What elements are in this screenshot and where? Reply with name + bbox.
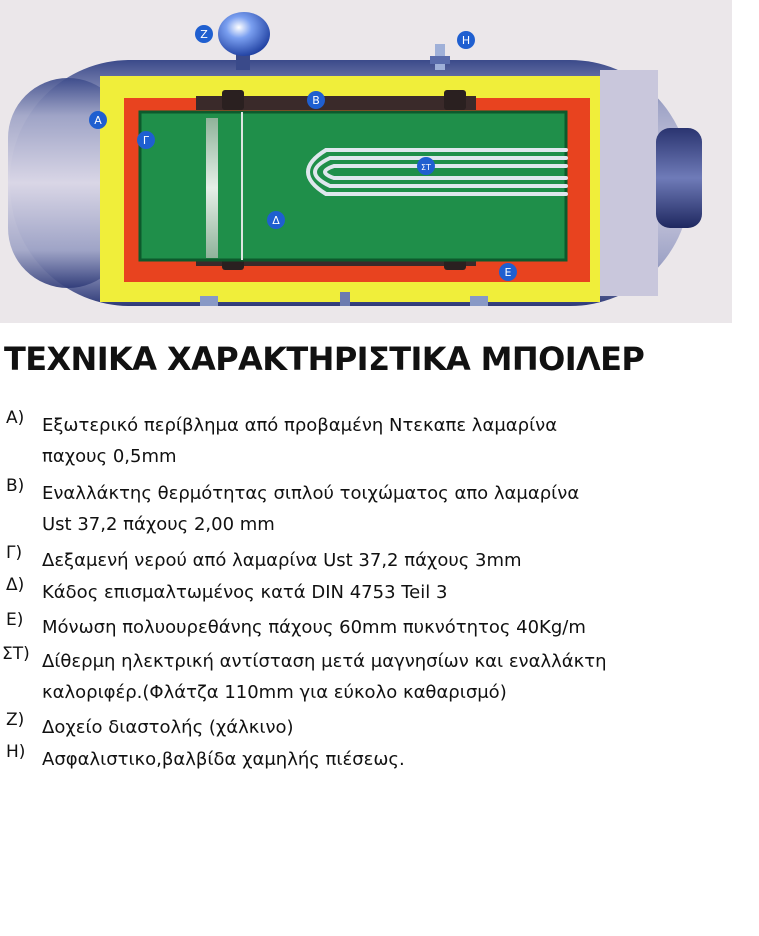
boiler-diagram bbox=[0, 0, 732, 323]
marker-h-label: Η bbox=[461, 34, 471, 47]
spec-text: Ασφαλιστικο,βαλβίδα χαμηλής πιέσεως. bbox=[42, 749, 405, 770]
boiler-cutaway-illustration bbox=[0, 0, 732, 323]
flange-pipe bbox=[206, 118, 218, 258]
spec-letter: Η) bbox=[6, 742, 26, 762]
spec-text: Εξωτερικό περίβλημα από προβαμένη Ντεκαπε λαμαρίνα παχους 0,5mm bbox=[42, 415, 558, 467]
marker-d bbox=[267, 211, 285, 229]
marker-st bbox=[417, 157, 435, 175]
marker-b bbox=[307, 91, 325, 109]
page-title: ΤΕΧΝΙΚΑ ΧΑΡΑΚΤΗΡΙΣΤΙΚΑ ΜΠΟΙΛΕΡ bbox=[4, 340, 645, 378]
marker-d-label: Δ bbox=[272, 214, 280, 227]
marker-a-label: Α bbox=[94, 114, 102, 127]
marker-a bbox=[89, 111, 107, 129]
marker-st-label: ΣΤ bbox=[421, 163, 431, 172]
spec-letter: Β) bbox=[6, 476, 25, 496]
spec-text: Κάδος επισμαλτωμένος κατά DIN 4753 Teil 3 bbox=[42, 582, 448, 603]
spec-text: Μόνωση πολυουρεθάνης πάχους 60mm πυκνότητος 40Kg/m bbox=[42, 617, 586, 638]
marker-e bbox=[499, 263, 517, 281]
spec-letter: Ε) bbox=[6, 610, 24, 630]
marker-c bbox=[137, 131, 155, 149]
marker-c-label: Γ bbox=[142, 134, 150, 147]
marker-z-label: Ζ bbox=[200, 28, 208, 41]
marker-z bbox=[195, 25, 213, 43]
spec-letter: ΣΤ) bbox=[2, 644, 30, 664]
marker-h bbox=[457, 31, 475, 49]
marker-e-label: Ε bbox=[504, 266, 512, 279]
spec-letter: Ζ) bbox=[6, 710, 25, 730]
expansion-vessel bbox=[218, 12, 270, 56]
end-cap bbox=[656, 128, 702, 228]
spec-letter: Γ) bbox=[6, 543, 23, 563]
spec-letter: Δ) bbox=[6, 575, 25, 595]
spec-text: Εναλλάκτης θερμότητας σιπλού τοιχώματος απο λαμαρίνα Ust 37,2 πάχους 2,00 mm bbox=[42, 483, 580, 535]
spec-letter: Α) bbox=[6, 408, 25, 428]
spec-text: Δεξαμενή νερού από λαμαρίνα Ust 37,2 πάχους 3mm bbox=[42, 550, 522, 571]
marker-b-label: Β bbox=[312, 94, 320, 107]
spec-text: Δίθερμη ηλεκτρική αντίσταση μετά μαγνησίων και εναλλάκτη καλοριφέρ.(Φλάτζα 110mm για εύκολο καθαρισμό) bbox=[42, 651, 607, 703]
spec-text: Δοχείο διαστολής (χάλκινο) bbox=[42, 717, 294, 738]
